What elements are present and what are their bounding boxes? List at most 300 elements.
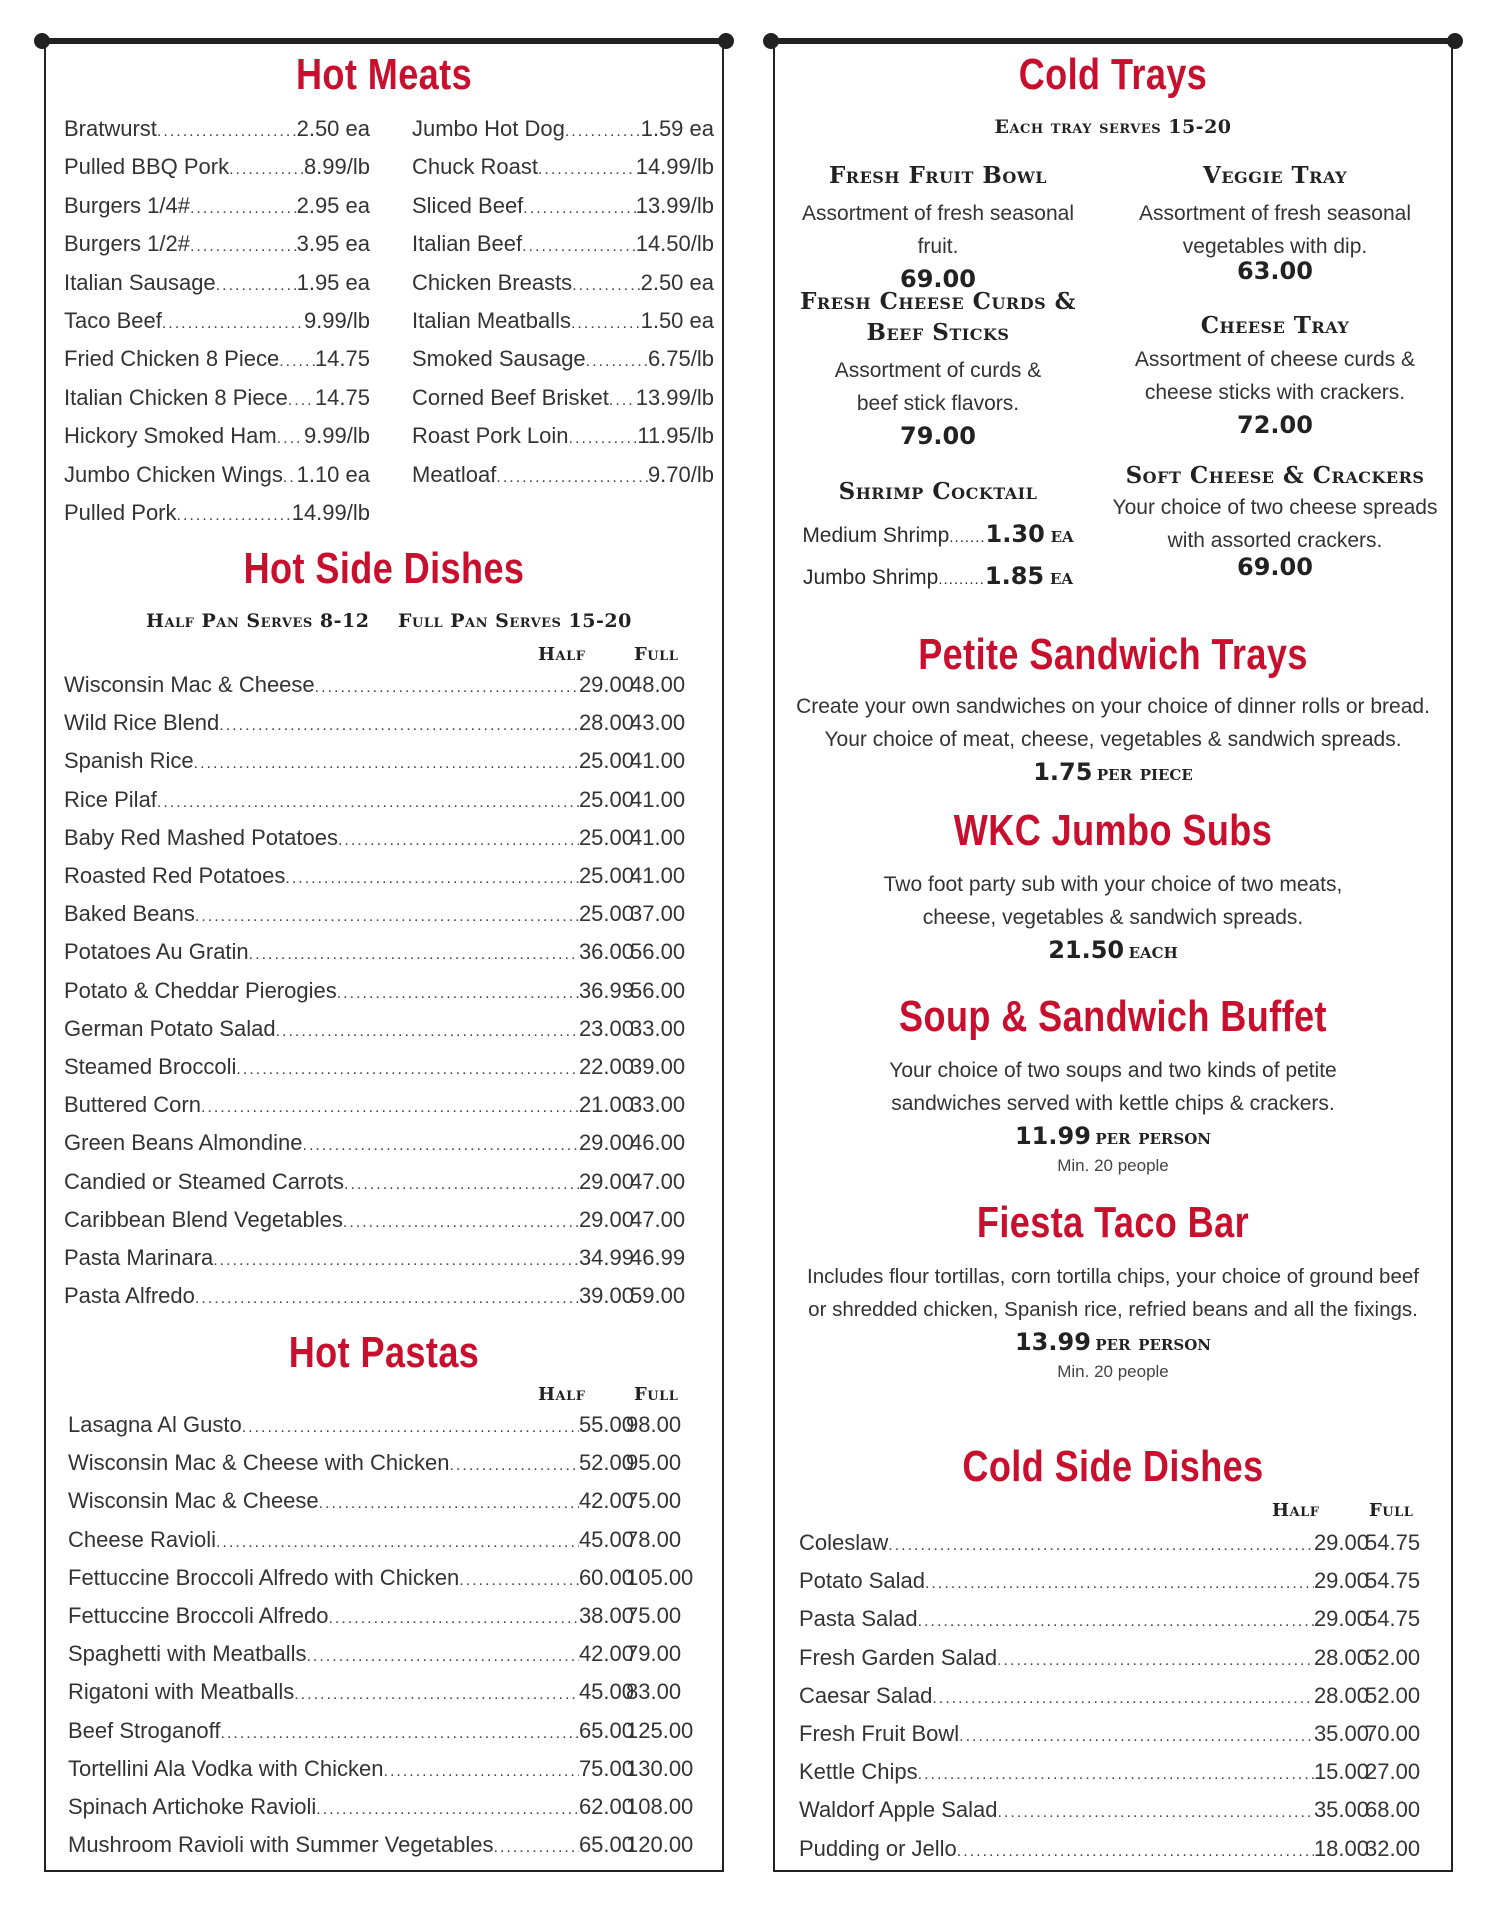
item-price: 8.99/lb (303, 154, 370, 180)
item-name: Mushroom Ravioli with Summer Vegetables (68, 1832, 494, 1858)
half-price: 65.00 (578, 1717, 634, 1743)
item-price: 1.10 ea (296, 461, 370, 487)
leader-dots (315, 679, 579, 697)
menu-item-row (799, 1721, 1369, 1747)
item-name: Spanish Rice (64, 748, 194, 774)
cold-trays-title: Cold Trays (1018, 50, 1208, 99)
menu-item-row (412, 270, 714, 296)
item-name: Buttered Corn (64, 1092, 201, 1118)
item-name: Wisconsin Mac & Cheese with Chicken (68, 1450, 450, 1476)
cold-trays-subtitle: Each tray serves 15-20 (994, 116, 1232, 138)
cheese-curds-beef-sticks-tray (783, 286, 1093, 450)
menu-item-row (64, 116, 370, 142)
tray-desc-line1: Assortment of fresh seasonal (1139, 202, 1411, 225)
leader-dots (201, 1099, 579, 1117)
item-name: Italian Meatballs (412, 308, 571, 333)
jumbo-shrimp-label: Jumbo Shrimp (802, 566, 939, 589)
item-name: Spaghetti with Meatballs (68, 1641, 307, 1667)
menu-item-row (64, 1245, 634, 1271)
leader-dots (569, 430, 638, 448)
item-price: 2.50 ea (296, 116, 370, 141)
leader-dots (932, 1690, 1314, 1708)
half-price: 35.00 (1313, 1797, 1369, 1823)
sides-half-header: Half (538, 644, 586, 665)
full-price: 108.00 (626, 1794, 694, 1819)
petite-sandwich-title: Petite Sandwich Trays (918, 630, 1308, 679)
leader-dots (277, 430, 304, 448)
menu-item-row (64, 1016, 634, 1042)
item-price: 3.95 ea (296, 231, 370, 257)
half-price: 25.00 (578, 748, 634, 774)
item-price: 9.99/lb (303, 423, 370, 449)
item-name: Italian Sausage (64, 269, 216, 295)
item-name: Coleslaw (799, 1530, 889, 1555)
menu-item-row (64, 825, 634, 851)
leader-dots (918, 1613, 1314, 1631)
half-price: 28.00 (1313, 1644, 1369, 1670)
full-price: 52.00 (1365, 1644, 1421, 1670)
item-name: German Potato Salad (64, 1015, 276, 1041)
menu-item-row (64, 901, 634, 927)
menu-item-row (64, 1092, 634, 1118)
leader-dots (195, 908, 579, 926)
item-name: Meatloaf (412, 461, 497, 487)
leader-dots (249, 946, 579, 964)
half-price: 25.00 (578, 901, 634, 927)
leader-dots (997, 1652, 1314, 1670)
medium-shrimp-row (783, 515, 1093, 557)
full-price: 78.00 (626, 1526, 682, 1552)
subs-desc-line2: cheese, vegetables & sandwich spreads. (922, 906, 1304, 929)
tray-name: Shrimp Cocktail (838, 478, 1038, 505)
half-price: 21.00 (578, 1092, 634, 1118)
full-price: 56.00 (630, 977, 686, 1003)
menu-item-row (64, 748, 634, 774)
leader-dots (177, 507, 292, 525)
menu-item-row (412, 308, 714, 334)
item-name: Potato & Cheddar Pierogies (64, 977, 337, 1003)
item-price: 14.99/lb (635, 154, 714, 180)
half-price: 18.00 (1313, 1835, 1369, 1861)
half-price: 29.00 (578, 1206, 634, 1232)
leader-dots (449, 1457, 578, 1475)
menu-item-row (412, 116, 714, 142)
item-name: Pulled BBQ Pork (64, 154, 230, 180)
petite-price: 1.75 (1033, 758, 1093, 786)
subs-price-row (775, 936, 1451, 964)
leader-dots (572, 277, 640, 295)
leader-dots (571, 315, 641, 333)
pastas-full-header: Full (634, 1384, 679, 1405)
leader-dots (195, 1290, 579, 1308)
taco-price: 13.99 (1014, 1328, 1091, 1356)
leader-dots (157, 123, 297, 141)
tray-desc-line2: cheese sticks with crackers. (1144, 381, 1406, 404)
menu-item-row (799, 1759, 1369, 1785)
full-price: 83.00 (626, 1679, 682, 1705)
item-name: Taco Beef (64, 308, 162, 333)
menu-item-row (64, 308, 370, 334)
leader-dots (522, 238, 636, 256)
soup-price: 11.99 (1014, 1122, 1091, 1150)
leader-dots (959, 1728, 1314, 1746)
tray-name: Veggie Tray (1202, 162, 1347, 189)
full-price: 32.00 (1365, 1835, 1421, 1861)
petite-desc-line2: Your choice of meat, cheese, vegetables & sandwich spreads. (824, 728, 1402, 751)
item-name: Baby Red Mashed Potatoes (64, 824, 338, 850)
menu-item-row (64, 672, 634, 698)
subs-unit: each (1128, 938, 1178, 964)
tray-desc-line1: Your choice of two cheese spreads (1112, 496, 1438, 519)
item-name: Pasta Marinara (64, 1245, 214, 1270)
half-price: 42.00 (578, 1641, 634, 1667)
petite-price-row (775, 758, 1451, 786)
menu-item-row (799, 1606, 1369, 1632)
leader-dots (328, 1610, 578, 1628)
item-name: Bratwurst (64, 116, 157, 141)
half-price: 45.00 (578, 1526, 634, 1552)
leader-dots (279, 353, 315, 371)
item-name: Pasta Salad (799, 1606, 918, 1632)
half-price: 39.00 (578, 1283, 634, 1309)
item-price: 14.99/lb (291, 500, 370, 525)
item-name: Caesar Salad (799, 1682, 933, 1708)
tray-desc: Assortment of fresh seasonal fruit. (802, 202, 1074, 258)
half-price: 29.00 (578, 1168, 634, 1194)
unit: ea (1050, 522, 1074, 548)
menu-item-row (64, 231, 370, 257)
item-price: 1.95 ea (296, 269, 370, 295)
half-price: 62.00 (578, 1794, 634, 1819)
menu-item-row (68, 1641, 634, 1667)
menu-item-row (799, 1797, 1369, 1823)
leader-dots (319, 1495, 579, 1513)
half-price: 25.00 (578, 863, 634, 888)
item-name: Fettuccine Broccoli Alfredo with Chicken (68, 1564, 460, 1590)
full-price: 41.00 (630, 786, 686, 812)
item-name: Burgers 1/2# (64, 231, 190, 257)
item-price: 13.99/lb (635, 192, 714, 218)
menu-item-row (68, 1832, 634, 1858)
menu-item-row (68, 1527, 634, 1553)
full-price: 41.00 (630, 824, 686, 850)
half-price: 60.00 (578, 1564, 634, 1590)
item-price: 14.75 (314, 346, 370, 372)
leader-dots (316, 1801, 579, 1819)
subs-desc-line1: Two foot party sub with your choice of two meats, (883, 873, 1343, 896)
full-price: 105.00 (626, 1564, 694, 1590)
half-price: 36.00 (578, 939, 634, 965)
item-name: Smoked Sausage (412, 346, 586, 372)
menu-item-row (64, 500, 370, 526)
full-price: 70.00 (1365, 1721, 1421, 1746)
half-price: 25.00 (578, 786, 634, 812)
menu-item-row (64, 1054, 634, 1080)
half-price: 28.00 (1313, 1682, 1369, 1708)
full-pan-serves: Full Pan Serves 15-20 (398, 610, 632, 632)
item-name: Cheese Ravioli (68, 1526, 216, 1552)
full-price: 68.00 (1365, 1797, 1421, 1823)
menu-item-row (64, 787, 634, 813)
panel-top-rule (767, 38, 1459, 44)
full-price: 54.75 (1365, 1530, 1421, 1555)
menu-item-row (64, 1169, 634, 1195)
leader-dots (494, 1839, 579, 1857)
item-name: Potato Salad (799, 1568, 925, 1594)
item-name: Wisconsin Mac & Cheese (68, 1488, 319, 1514)
panel-top-rule (38, 38, 730, 44)
taco-unit: per person (1095, 1330, 1211, 1356)
leader-dots (288, 392, 315, 410)
full-price: 79.00 (626, 1641, 682, 1667)
leader-dots (283, 469, 297, 487)
menu-item-row (799, 1836, 1369, 1862)
item-name: Italian Chicken 8 Piece (64, 384, 288, 410)
item-name: Corned Beef Brisket (412, 384, 609, 410)
leader-dots (294, 1686, 579, 1704)
half-price: 29.00 (578, 1130, 634, 1156)
leader-dots (216, 277, 297, 295)
half-price: 52.00 (578, 1450, 634, 1476)
item-price: 2.95 ea (296, 192, 370, 218)
jumbo-shrimp-price: 1.85 (984, 562, 1045, 590)
jumbo-shrimp-row (783, 557, 1093, 599)
menu-item-row (64, 270, 370, 296)
veggie-tray (1105, 160, 1445, 285)
menu-item-row (64, 385, 370, 411)
half-price: 55.00 (578, 1412, 634, 1437)
item-name: Fresh Fruit Bowl (799, 1721, 960, 1746)
full-price: 48.00 (630, 672, 686, 697)
full-price: 125.00 (626, 1717, 694, 1743)
full-price: 54.75 (1365, 1568, 1421, 1594)
item-name: Rigatoni with Meatballs (68, 1679, 295, 1705)
item-price: 9.99/lb (303, 308, 370, 333)
item-name: Jumbo Chicken Wings (64, 461, 283, 487)
leader-dots (496, 469, 648, 487)
menu-item-row (412, 462, 714, 488)
full-price: 43.00 (630, 710, 686, 736)
full-price: 33.00 (630, 1015, 686, 1041)
tray-price: 72.00 (1237, 411, 1313, 439)
item-name: Candied or Steamed Carrots (64, 1168, 345, 1194)
tray-desc-line2: with assorted crackers. (1167, 529, 1383, 552)
item-name: Wisconsin Mac & Cheese (64, 672, 315, 697)
leader-dots (523, 200, 635, 218)
full-price: 59.00 (630, 1283, 686, 1309)
full-price: 56.00 (630, 939, 686, 965)
item-name: Baked Beans (64, 901, 195, 927)
menu-item-row (412, 154, 714, 180)
tray-desc-line1: Assortment of cheese curds & (1134, 348, 1416, 371)
leader-dots (157, 794, 579, 812)
item-name: Beef Stroganoff (68, 1717, 221, 1743)
item-price: 1.59 ea (640, 116, 714, 141)
leader-dots (459, 1572, 579, 1590)
half-price: 15.00 (1313, 1759, 1369, 1785)
full-price: 27.00 (1365, 1759, 1421, 1785)
menu-item-row (68, 1794, 634, 1820)
item-price: 2.50 ea (640, 269, 714, 295)
menu-item-row (799, 1683, 1369, 1709)
taco-desc-line1: Includes flour tortillas, corn tortilla chips, your choice of ground beef (807, 1265, 1419, 1288)
item-name: Potatoes Au Gratin (64, 939, 249, 965)
leader-dots (219, 717, 579, 735)
tray-desc-line2: beef stick flavors. (856, 392, 1020, 415)
full-price: 95.00 (626, 1450, 682, 1476)
item-name: Caribbean Blend Vegetables (64, 1206, 343, 1232)
item-price: 13.99/lb (635, 384, 714, 410)
leader-dots (242, 1419, 579, 1437)
item-name: Lasagna Al Gusto (68, 1412, 242, 1437)
item-name: Tortellini Ala Vodka with Chicken (68, 1755, 384, 1781)
cold-full-header: Full (1369, 1500, 1414, 1521)
leader-dots (190, 200, 297, 218)
half-price: 29.00 (1313, 1530, 1369, 1555)
item-name: Waldorf Apple Salad (799, 1797, 998, 1823)
pastas-half-header: Half (538, 1384, 586, 1405)
leader-dots (303, 1137, 579, 1155)
medium-shrimp-price: 1.30 (985, 520, 1045, 548)
item-price: 1.50 ea (640, 308, 714, 333)
menu-item-row (64, 1130, 634, 1156)
menu-item-row (799, 1530, 1369, 1556)
leader-dots (338, 832, 579, 850)
menu-item-row (799, 1645, 1369, 1671)
leader-dots (221, 1725, 579, 1743)
item-name: Fettuccine Broccoli Alfredo (68, 1603, 329, 1628)
item-name: Fried Chicken 8 Piece (64, 346, 280, 372)
item-name: Pudding or Jello (799, 1835, 957, 1861)
tray-price: 69.00 (1237, 553, 1313, 581)
menu-item-row (68, 1679, 634, 1705)
full-price: 130.00 (626, 1755, 694, 1781)
menu-item-row (68, 1565, 634, 1591)
half-price: 23.00 (578, 1015, 634, 1041)
item-name: Steamed Broccoli (64, 1054, 237, 1079)
fresh-fruit-bowl-tray (783, 160, 1093, 293)
menu-item-row (412, 385, 714, 411)
half-price: 29.00 (1313, 1606, 1369, 1632)
tray-name-line1: Fresh Cheese Curds & (800, 288, 1076, 315)
leader-dots (337, 985, 579, 1003)
cheese-tray (1105, 310, 1445, 439)
item-name: Chuck Roast (412, 154, 538, 180)
full-price: 41.00 (630, 863, 686, 888)
item-price: 9.70/lb (647, 461, 714, 487)
menu-item-row (68, 1450, 634, 1476)
half-price: 29.00 (578, 672, 634, 697)
full-price: 46.00 (630, 1130, 686, 1156)
menu-item-row (68, 1412, 634, 1438)
soup-desc-line1: Your choice of two soups and two kinds of petite (889, 1059, 1337, 1082)
item-name: Roasted Red Potatoes (64, 863, 286, 888)
item-price: 6.75/lb (647, 346, 714, 372)
menu-item-row (68, 1756, 634, 1782)
leader-dots (229, 161, 304, 179)
item-name: Chicken Breasts (412, 269, 573, 295)
half-price: 25.00 (578, 824, 634, 850)
leader-dots (194, 755, 579, 773)
full-price: 41.00 (630, 748, 686, 774)
leader-dots (565, 123, 641, 141)
petite-unit: per piece (1096, 760, 1193, 786)
hot-meats-title: Hot Meats (295, 50, 473, 99)
leader-dots (586, 353, 648, 371)
unit: ea (1049, 564, 1074, 590)
menu-item-row (64, 939, 634, 965)
leader-dots (343, 1214, 579, 1232)
item-name: Roast Pork Loin (412, 423, 569, 449)
leader-dots (306, 1648, 578, 1666)
half-price: 22.00 (578, 1054, 634, 1079)
leader-dots (888, 1537, 1314, 1555)
subs-price: 21.50 (1048, 936, 1125, 964)
half-price: 65.00 (578, 1832, 634, 1858)
full-price: 39.00 (630, 1054, 686, 1079)
menu-item-row (799, 1568, 1369, 1594)
half-price: 28.00 (578, 710, 634, 736)
hot-sides-title: Hot Side Dishes (243, 544, 525, 593)
leader-dots (925, 1575, 1314, 1593)
half-price: 75.00 (578, 1755, 634, 1781)
full-price: 33.00 (630, 1092, 686, 1118)
item-name: Green Beans Almondine (64, 1130, 303, 1156)
leader-dots (216, 1534, 579, 1552)
item-price: 14.50/lb (635, 231, 714, 257)
item-price: 11.95/lb (637, 423, 714, 449)
menu-item-row (64, 193, 370, 219)
half-price: 34.99 (578, 1245, 634, 1270)
full-price: 75.00 (626, 1488, 682, 1514)
tray-name-line2: Beef Sticks (866, 319, 1010, 346)
item-name: Wild Rice Blend (64, 710, 220, 736)
right-menu-panel (773, 42, 1453, 1872)
half-price: 29.00 (1313, 1568, 1369, 1594)
menu-item-row (64, 978, 634, 1004)
tray-name: Fresh Fruit Bowl (828, 162, 1048, 189)
item-price: 14.75 (314, 384, 370, 410)
half-price: 38.00 (578, 1603, 634, 1628)
item-name: Pulled Pork (64, 500, 177, 525)
leader-dots (276, 1023, 579, 1041)
item-name: Italian Beef (412, 231, 523, 257)
leader-dots (957, 1843, 1314, 1861)
menu-item-row (412, 346, 714, 372)
soup-unit: per person (1095, 1124, 1211, 1150)
full-price: 46.99 (630, 1245, 686, 1270)
item-name: Jumbo Hot Dog (412, 116, 565, 141)
leader-dots (609, 392, 636, 410)
leader-dots (538, 161, 636, 179)
item-name: Burgers 1/4# (64, 192, 190, 218)
leader-dots: ....... (949, 529, 986, 546)
full-price: 37.00 (630, 901, 686, 927)
half-price: 42.00 (578, 1488, 634, 1514)
leader-dots (285, 870, 579, 888)
left-menu-panel (44, 42, 724, 1872)
tray-name: Soft Cheese & Crackers (1125, 462, 1425, 489)
tray-name: Cheese Tray (1200, 312, 1350, 339)
item-name: Fresh Garden Salad (799, 1644, 998, 1670)
item-name: Spinach Artichoke Ravioli (68, 1794, 317, 1819)
sides-full-header: Full (634, 644, 679, 665)
soup-min-people: Min. 20 people (1057, 1156, 1169, 1175)
menu-item-row (64, 863, 634, 889)
taco-min-people: Min. 20 people (1057, 1362, 1169, 1381)
menu-item-row (64, 1283, 634, 1309)
menu-item-row (412, 423, 714, 449)
